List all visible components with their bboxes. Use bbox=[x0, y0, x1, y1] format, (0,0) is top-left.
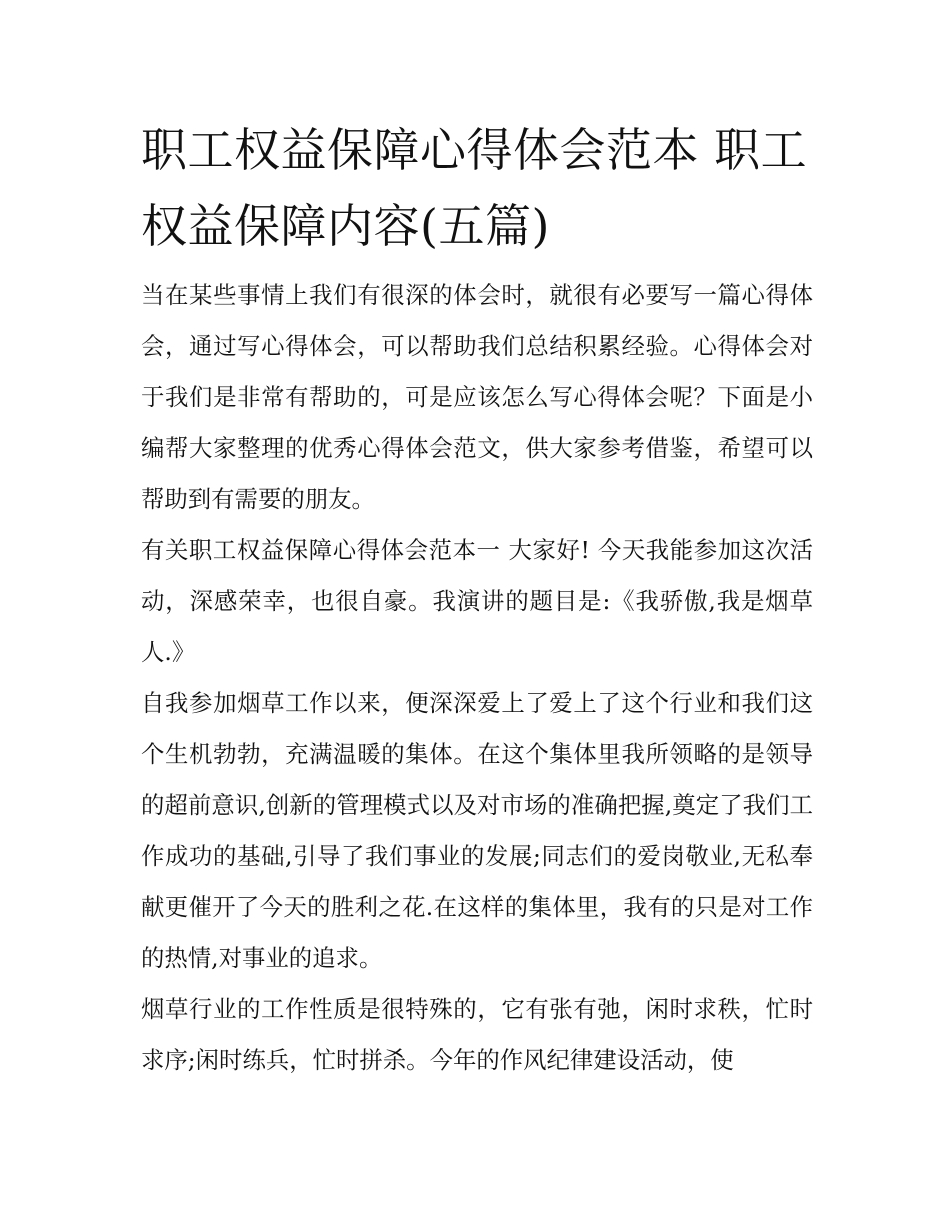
document-title: 职工权益保障心得体会范本 职工权益保障内容(五篇) bbox=[141, 123, 808, 253]
paragraph-speech-opening: 有关职工权益保障心得体会范本一 大家好! 今天我能参加这次活动，深感荣幸，也很自豪。我演讲的题目是:《我骄傲,我是烟草人.》 bbox=[141, 536, 813, 666]
paragraph-work-nature: 烟草行业的工作性质是很特殊的，它有张有弛，闲时求秩，忙时求序;闲时练兵，忙时拼杀。今年的作风纪律建设活动，使 bbox=[141, 995, 813, 1074]
paragraph-intro: 当在某些事情上我们有很深的体会时，就很有必要写一篇心得体会，通过写心得体会，可以帮助我们总结积累经验。心得体会对于我们是非常有帮助的，可是应该怎么写心得体会呢？下面是小编帮大家整理的优秀心得体会范文，供大家参考借鉴，希望可以帮助到有需要的朋友。 bbox=[141, 281, 813, 513]
document-page bbox=[141, 112, 813, 1086]
paragraph-collective: 自我参加烟草工作以来，便深深爱上了爱上了这个行业和我们这个生机勃勃，充满温暖的集体。在这个集体里我所领略的是领导的超前意识,创新的管理模式以及对市场的准确把握,奠定了我们工作成功的基础,引导了我们事业的发展;同志们的爱岗敬业,无私奉献更催开了今天的胜利之花.在这样的集体里，我有的只是对工作的热情,对事业的追求。 bbox=[141, 689, 813, 972]
